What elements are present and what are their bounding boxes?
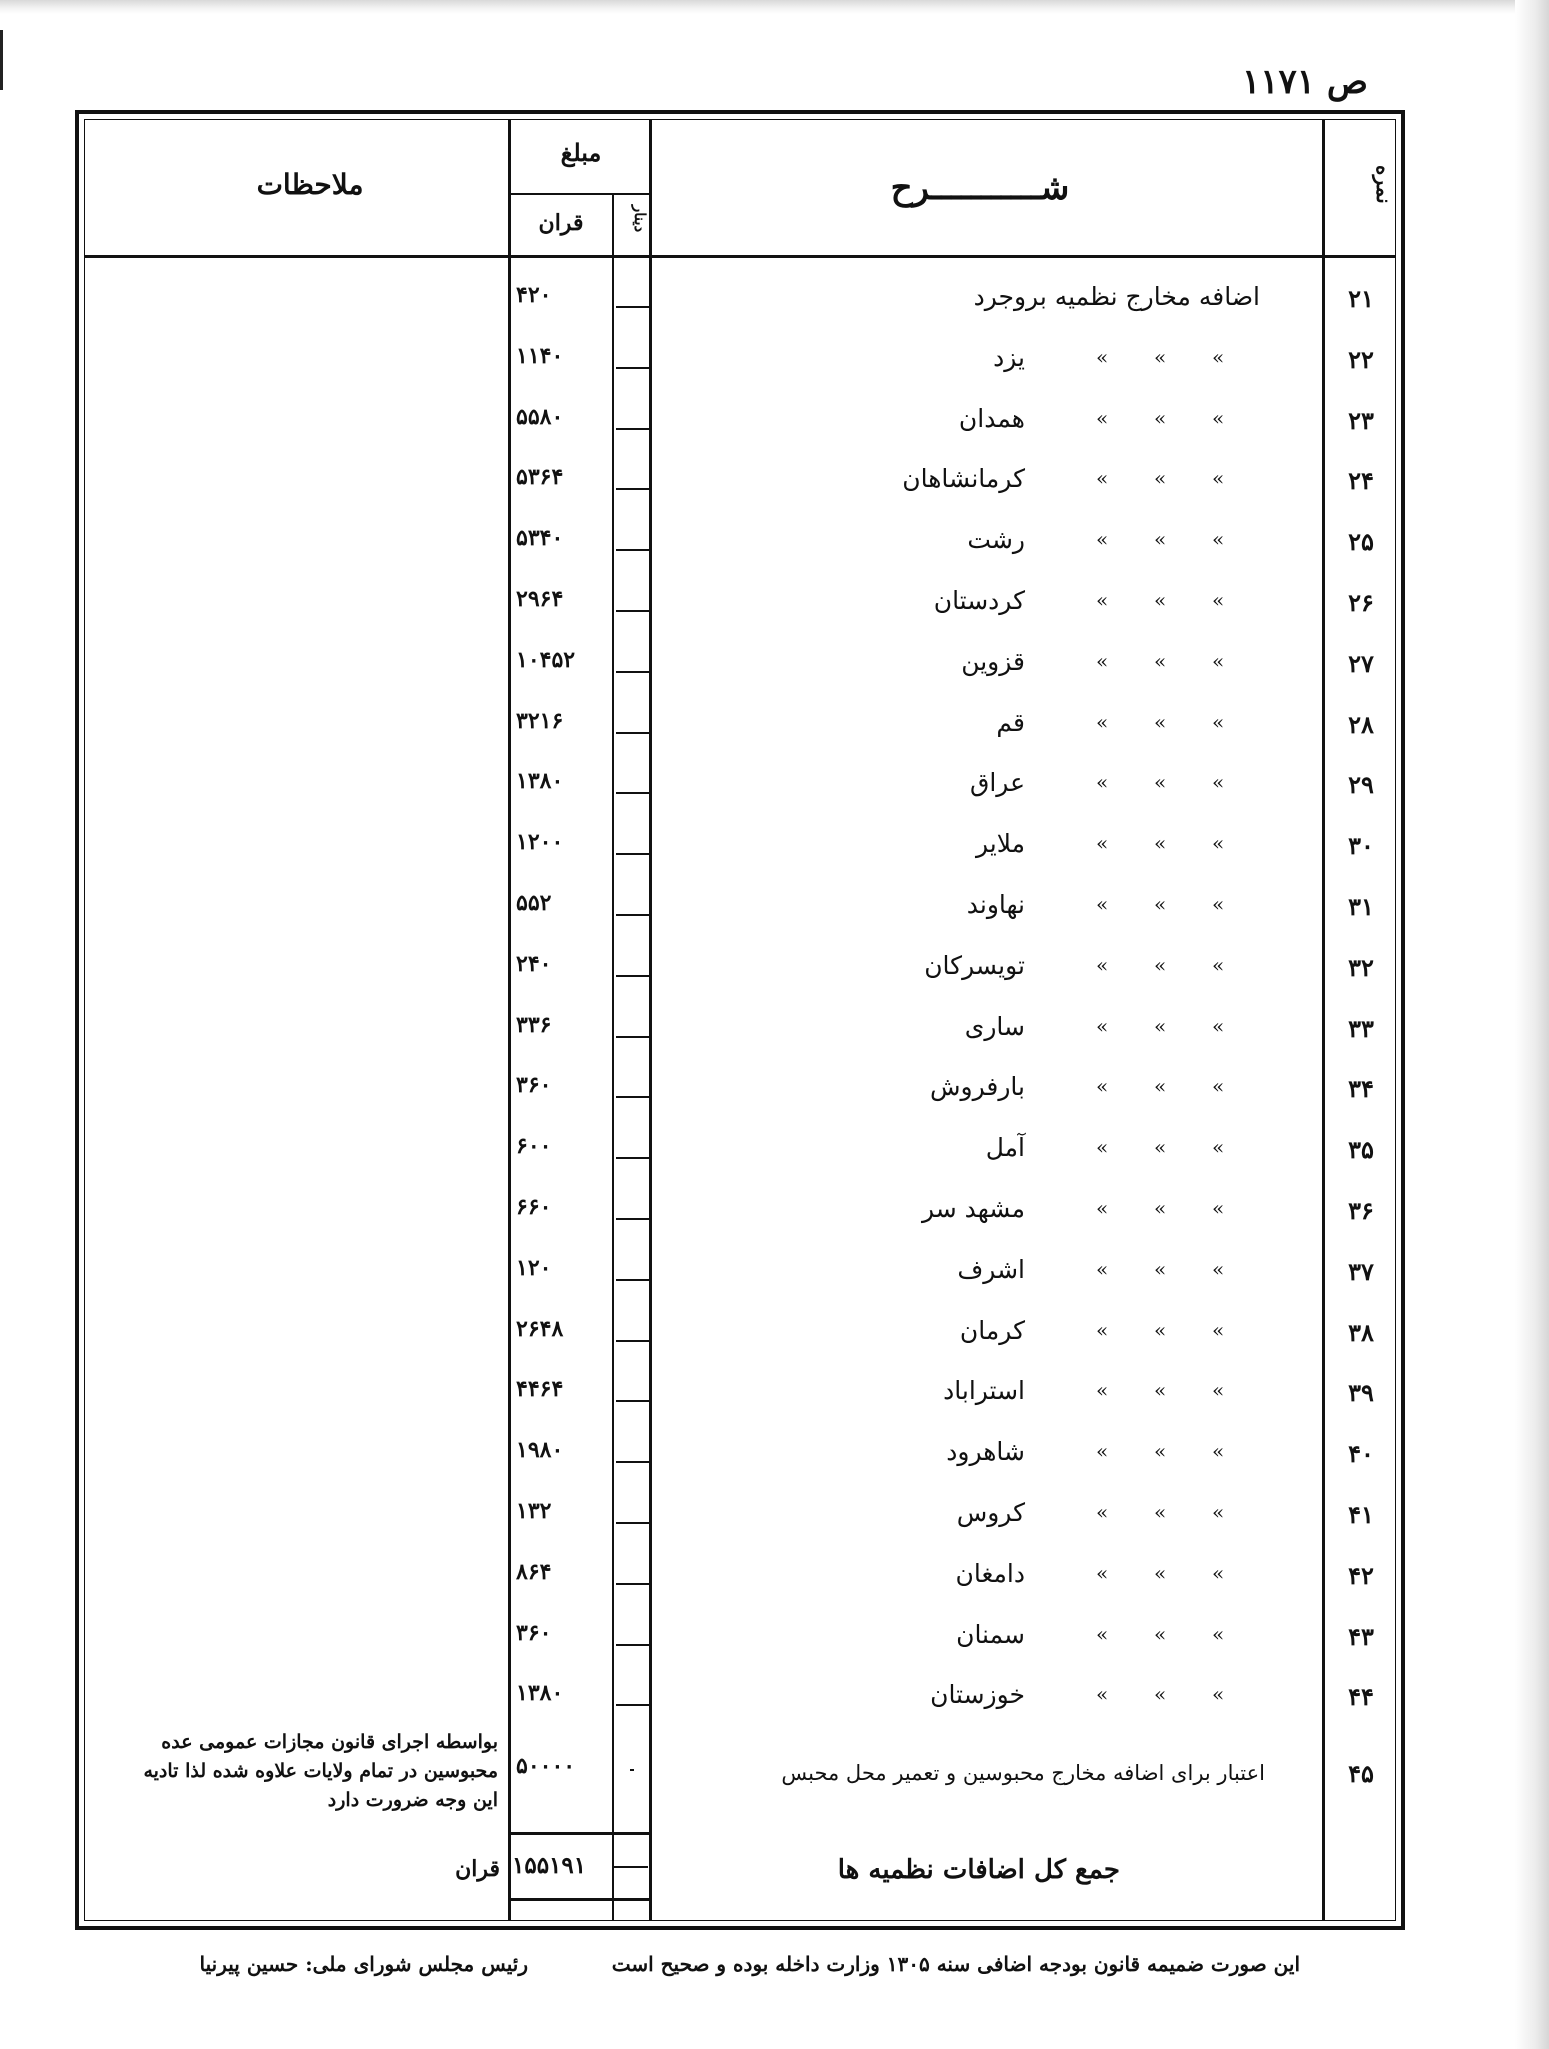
row-number: ۲۷ [1348, 649, 1374, 678]
row-number: ۲۳ [1348, 406, 1374, 435]
row-number: ۳۷ [1348, 1257, 1374, 1286]
row-dinar-dash [616, 1096, 650, 1098]
ditto-mark: « [1154, 345, 1167, 369]
ditto-mark: « [1212, 1196, 1225, 1220]
row-number: ۴۰ [1348, 1439, 1374, 1468]
row-description-text: سمنان [956, 1620, 1025, 1649]
ditto-mark: « [1212, 1257, 1225, 1281]
ditto-mark: « [1212, 527, 1225, 551]
header-amount: مبلغ [560, 138, 602, 167]
footer-signature: رئیس مجلس شورای ملی: حسین پیرنیا [199, 1952, 528, 1976]
row-description [700, 1620, 1260, 1649]
row-description [700, 525, 1260, 554]
row-dinar-dash [616, 732, 650, 734]
row-number: ۲۹ [1348, 770, 1374, 799]
row-description-text: رشت [967, 525, 1025, 554]
row-description [700, 282, 1260, 311]
total-dinar-dash [614, 1866, 648, 1868]
row-description-text: ملایر [975, 829, 1025, 858]
row-dinar-dash [616, 1400, 650, 1402]
row-description [700, 1012, 1260, 1041]
row-description-text: قم [996, 708, 1025, 737]
row-amount-qiran: ۳۳۶ [516, 1012, 552, 1038]
ditto-mark: « [1212, 831, 1225, 855]
ditto-mark: « [1096, 406, 1109, 430]
ditto-mark: « [1154, 1378, 1167, 1402]
row-description-text: قزوین [961, 647, 1025, 676]
row-number: ۴۲ [1348, 1561, 1374, 1590]
row-amount-qiran: ۶۶۰ [516, 1194, 552, 1220]
row-amount-qiran: ۱۳۸۰ [516, 768, 564, 794]
row-number: ۳۳ [1348, 1014, 1374, 1043]
row-description [700, 404, 1260, 433]
row-number: ۳۹ [1348, 1378, 1374, 1407]
header-description: شـــــــــــرح [890, 168, 1070, 208]
row-dinar-dash [616, 1157, 650, 1159]
row-description-text: یزد [993, 343, 1025, 372]
total-line-top [508, 1832, 652, 1835]
ditto-mark: « [1154, 1561, 1167, 1585]
row-dinar-dash [616, 975, 650, 977]
row-amount-qiran: ۵۳۶۴ [516, 464, 564, 490]
ditto-mark: « [1154, 1439, 1167, 1463]
ditto-mark: « [1212, 1318, 1225, 1342]
row-description [700, 829, 1260, 858]
ditto-mark: « [1154, 1622, 1167, 1646]
row-description [700, 1194, 1260, 1223]
row-number: ۳۴ [1348, 1074, 1374, 1103]
ditto-mark: « [1212, 1135, 1225, 1159]
row-description-text: کرمان [959, 1316, 1025, 1345]
ditto-mark: « [1154, 892, 1167, 916]
row-description-text: اعتبار برای اضافه مخارج محبوسین و تعمیر محل محبس [781, 1761, 1265, 1785]
row-number: ۲۸ [1348, 710, 1374, 739]
row-amount-qiran: ۳۶۰ [516, 1620, 552, 1646]
row-description-text: استراباد [943, 1376, 1025, 1405]
ditto-mark: « [1154, 406, 1167, 430]
row-description [700, 1376, 1260, 1405]
ditto-mark: « [1096, 1318, 1109, 1342]
row-amount-qiran: ۱۰۴۵۲ [516, 647, 576, 673]
divider-desc-dinar [649, 119, 652, 1921]
row-description [700, 708, 1260, 737]
ditto-mark: « [1154, 1318, 1167, 1342]
header-divider [84, 255, 1396, 258]
row-dinar-dash [616, 671, 650, 673]
ditto-mark: « [1212, 1439, 1225, 1463]
ditto-mark: « [1096, 1135, 1109, 1159]
row-dinar-dash [616, 1522, 650, 1524]
ditto-mark: « [1212, 1378, 1225, 1402]
page-number: ص ۱۱۷۱ [1242, 62, 1368, 102]
ditto-mark: « [1096, 345, 1109, 369]
row-amount-qiran: ۱۱۴۰ [516, 343, 564, 369]
ditto-mark: « [1154, 1500, 1167, 1524]
remark-row-45 [88, 1728, 498, 1815]
row-description [700, 1316, 1260, 1345]
row-description [700, 951, 1260, 980]
row-description [700, 890, 1260, 919]
row-description-text: نهاوند [966, 890, 1025, 919]
ditto-mark: « [1212, 710, 1225, 734]
row-description-text: عراق [969, 768, 1025, 797]
row-number: ۲۶ [1348, 588, 1374, 617]
row-number: ۴۳ [1348, 1622, 1374, 1651]
row-number: ۳۶ [1348, 1196, 1374, 1225]
row-amount-qiran: ۲۶۴۸ [516, 1316, 564, 1342]
row-description-text: شاهرود [946, 1437, 1025, 1466]
row-dinar-dash [616, 1644, 650, 1646]
header-qiran: قران [538, 210, 584, 236]
remark-line: بواسطه اجرای قانون مجازات عمومی عده [161, 1731, 498, 1753]
ditto-mark: « [1154, 1074, 1167, 1098]
row-description [700, 1680, 1260, 1709]
ditto-mark: « [1154, 1682, 1167, 1706]
ditto-mark: « [1096, 770, 1109, 794]
row-number: ۲۴ [1348, 466, 1374, 495]
row-description-text: ساری [964, 1012, 1025, 1041]
ditto-mark: « [1154, 527, 1167, 551]
ditto-mark: « [1212, 345, 1225, 369]
total-unit: قران [455, 1856, 500, 1882]
ditto-mark: « [1212, 649, 1225, 673]
row-description-text: کروس [956, 1498, 1025, 1527]
ditto-mark: « [1212, 1500, 1225, 1524]
row-amount-qiran: ۱۳۲ [516, 1498, 552, 1524]
ditto-mark: « [1212, 892, 1225, 916]
row-description-text: مشهد سر [921, 1194, 1025, 1223]
row-description [700, 586, 1260, 615]
row-dinar-dash [616, 1036, 650, 1038]
row-description-text: کرمانشاهان [902, 464, 1025, 493]
row-description [700, 768, 1260, 797]
row-amount-qiran: ۵۳۴۰ [516, 525, 564, 551]
footer-certification: این صورت ضمیمه قانون بودجه اضافی سنه ۱۳۰۵ وزارت داخله بوده و صحیح است [611, 1952, 1300, 1976]
row-number: ۳۲ [1348, 953, 1374, 982]
ditto-mark: « [1096, 953, 1109, 977]
ditto-mark: « [1096, 1196, 1109, 1220]
row-description [700, 343, 1260, 372]
row-number: ۲۲ [1348, 345, 1374, 374]
row-amount-qiran: ۲۹۶۴ [516, 586, 564, 612]
ditto-mark: « [1154, 1257, 1167, 1281]
row-description [700, 647, 1260, 676]
row-description-text: اشرف [957, 1255, 1025, 1284]
row-amount-qiran: ۱۳۸۰ [516, 1680, 564, 1706]
row-description [700, 1498, 1260, 1527]
row-description [700, 464, 1260, 493]
row-dinar-dash [616, 1583, 650, 1585]
amount-subheader-line [508, 193, 652, 195]
ditto-mark: « [1096, 588, 1109, 612]
row-amount-qiran: ۵۰۰۰۰ [516, 1753, 576, 1779]
total-amount: ۱۵۵۱۹۱ [512, 1852, 587, 1879]
ditto-mark: « [1212, 770, 1225, 794]
ditto-mark: « [1096, 1500, 1109, 1524]
row-description [700, 1072, 1260, 1101]
row-number: ۴۴ [1348, 1682, 1374, 1711]
row-dinar-dash [616, 610, 650, 612]
row-number: ۳۵ [1348, 1135, 1374, 1164]
row-description-text: تویسرکان [924, 951, 1025, 980]
row-number: ۴۱ [1348, 1500, 1374, 1529]
ditto-mark: « [1154, 1196, 1167, 1220]
ditto-mark: « [1212, 1014, 1225, 1038]
row-amount-qiran: ۴۴۶۴ [516, 1376, 564, 1402]
row-dinar-dash [616, 1461, 650, 1463]
ditto-mark: « [1096, 527, 1109, 551]
row-description [700, 1133, 1260, 1162]
row-amount-qiran: ۳۶۰ [516, 1072, 552, 1098]
row-description-text: بارفروش [930, 1072, 1025, 1101]
ditto-mark: « [1154, 1014, 1167, 1038]
row-description [700, 1437, 1260, 1466]
row-amount-qiran: ۱۲۰ [516, 1255, 552, 1281]
ditto-mark: « [1096, 1682, 1109, 1706]
row-dinar-dash [616, 1704, 650, 1706]
scan-edge-left [0, 30, 3, 90]
row-dinar-dash [616, 1218, 650, 1220]
remark-line: محبوسین در تمام ولایات علاوه شده لذا تادیه [143, 1760, 498, 1782]
ditto-mark: « [1154, 1135, 1167, 1159]
ditto-mark: « [1154, 649, 1167, 673]
ditto-mark: « [1096, 831, 1109, 855]
total-label: جمع کل اضافات نظمیه ها [837, 1855, 1120, 1885]
row-amount-qiran: ۵۵۸۰ [516, 404, 564, 430]
row-number: ۳۱ [1348, 892, 1374, 921]
row-dinar-dash [616, 914, 650, 916]
ditto-mark: « [1096, 1014, 1109, 1038]
ditto-mark: « [1212, 1561, 1225, 1585]
row-amount-qiran: ۲۴۰ [516, 951, 552, 977]
row-dinar-dash [616, 853, 650, 855]
row-description [700, 1559, 1260, 1588]
row-description-text: کردستان [933, 586, 1025, 615]
row-amount-qiran: ۸۶۴ [516, 1559, 552, 1585]
ditto-mark: « [1096, 1074, 1109, 1098]
row-amount-qiran: ۳۲۱۶ [516, 708, 564, 734]
divider-qiran-remarks [508, 119, 511, 1921]
header-dinar: دینار [631, 205, 649, 233]
ditto-mark: « [1154, 710, 1167, 734]
divider-num-desc [1322, 119, 1325, 1921]
ditto-mark: « [1096, 649, 1109, 673]
ditto-mark: « [1212, 406, 1225, 430]
row-description-text: آمل [985, 1133, 1025, 1162]
row-description-text: خوزستان [930, 1680, 1025, 1709]
ditto-mark: « [1096, 892, 1109, 916]
ditto-mark: « [1096, 1622, 1109, 1646]
ditto-mark: « [1096, 1257, 1109, 1281]
ditto-mark: « [1212, 588, 1225, 612]
ditto-mark: « [1096, 466, 1109, 490]
row-dinar-dash [616, 792, 650, 794]
total-line-bottom [508, 1898, 652, 1901]
row-description-text: همدان [958, 404, 1025, 433]
row-dinar-dash [616, 1340, 650, 1342]
row-number: ۲۵ [1348, 527, 1374, 556]
row-dinar-dash [616, 488, 650, 490]
ditto-mark: « [1212, 466, 1225, 490]
row-description [700, 1255, 1260, 1284]
remark-line: این وجه ضرورت دارد [327, 1789, 498, 1811]
row-amount-qiran: ۶۰۰ [516, 1133, 552, 1159]
row-description-text: اضافه مخارج نظمیه بروجرد [973, 282, 1260, 311]
header-row-number: نمره [1372, 165, 1396, 204]
ditto-mark: « [1154, 588, 1167, 612]
row-amount-qiran: ۱۲۰۰ [516, 829, 564, 855]
row-description [665, 1761, 1265, 1785]
ditto-mark: « [1154, 953, 1167, 977]
divider-dinar-qiran [612, 193, 614, 1921]
ditto-mark: « [1212, 1682, 1225, 1706]
row-dinar-dash [616, 549, 650, 551]
row-dinar-dash [630, 1769, 634, 1771]
ditto-mark: « [1212, 1074, 1225, 1098]
row-number: ۴۵ [1348, 1759, 1374, 1788]
ditto-mark: « [1154, 466, 1167, 490]
row-amount-qiran: ۵۵۲ [516, 890, 552, 916]
row-description-text: دامغان [955, 1559, 1025, 1588]
row-dinar-dash [616, 1279, 650, 1281]
ditto-mark: « [1096, 1378, 1109, 1402]
row-dinar-dash [616, 367, 650, 369]
header-remarks: ملاحظات [256, 168, 364, 201]
row-amount-qiran: ۴۲۰ [516, 282, 552, 308]
ditto-mark: « [1154, 831, 1167, 855]
row-amount-qiran: ۱۹۸۰ [516, 1437, 564, 1463]
ditto-mark: « [1154, 770, 1167, 794]
ditto-mark: « [1096, 710, 1109, 734]
ditto-mark: « [1212, 1622, 1225, 1646]
row-number: ۳۸ [1348, 1318, 1374, 1347]
row-number: ۳۰ [1348, 831, 1374, 860]
ditto-mark: « [1096, 1439, 1109, 1463]
row-number: ۲۱ [1348, 284, 1374, 313]
row-dinar-dash [616, 306, 650, 308]
ditto-mark: « [1212, 953, 1225, 977]
scan-edge-right [1515, 0, 1549, 2049]
ditto-mark: « [1096, 1561, 1109, 1585]
row-dinar-dash [616, 428, 650, 430]
scan-edge-top [0, 0, 1549, 14]
